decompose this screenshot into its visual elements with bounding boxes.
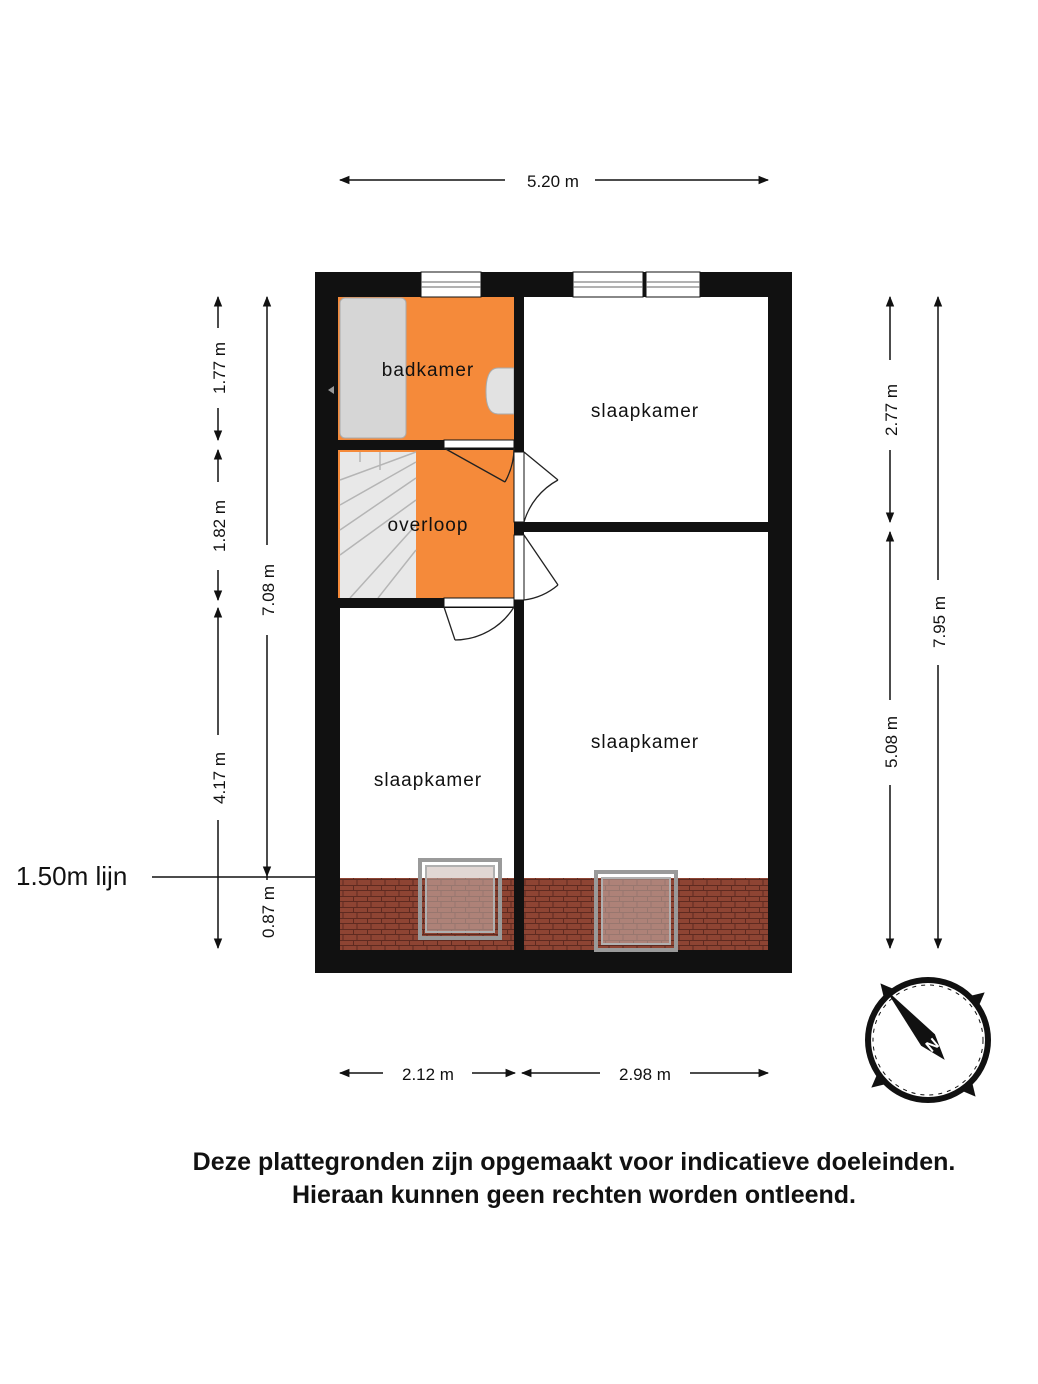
disclaimer-line-1: Deze plattegronden zijn opgemaakt voor indicatieve doeleinden. — [192, 1148, 956, 1176]
dim-right-1: 2.77 m — [882, 384, 901, 436]
dim-top-width: 5.20 m — [527, 172, 579, 191]
dim-left-total: 7.08 m — [259, 564, 278, 616]
dim-bottom-left: 2.12 m — [402, 1065, 454, 1084]
dim-left-3: 4.17 m — [210, 752, 229, 804]
dim-bottom-right: 2.98 m — [619, 1065, 671, 1084]
dim-right-2: 5.08 m — [882, 716, 901, 768]
dim-left-1: 1.77 m — [210, 342, 229, 394]
label-overloop: overloop — [387, 515, 469, 536]
compass-icon — [824, 936, 1033, 1145]
compass-letter: N — [922, 1035, 943, 1056]
dim-right-total: 7.95 m — [930, 596, 949, 648]
label-150m-line: 1.50m lijn — [16, 861, 128, 891]
dim-left-2: 1.82 m — [210, 500, 229, 552]
disclaimer-line-2: Hieraan kunnen geen rechten worden ontleend. — [292, 1181, 856, 1209]
label-slaapkamer-bottom-right: slaapkamer — [590, 732, 700, 753]
wall-vertical-center — [514, 297, 524, 950]
wall-right-bedrooms — [524, 522, 768, 531]
sink — [486, 368, 514, 414]
label-badkamer: badkamer — [381, 360, 475, 381]
dim-left-low: 0.87 m — [259, 886, 278, 938]
label-slaapkamer-bottom-left: slaapkamer — [373, 770, 483, 791]
label-slaapkamer-top-right: slaapkamer — [590, 401, 700, 422]
